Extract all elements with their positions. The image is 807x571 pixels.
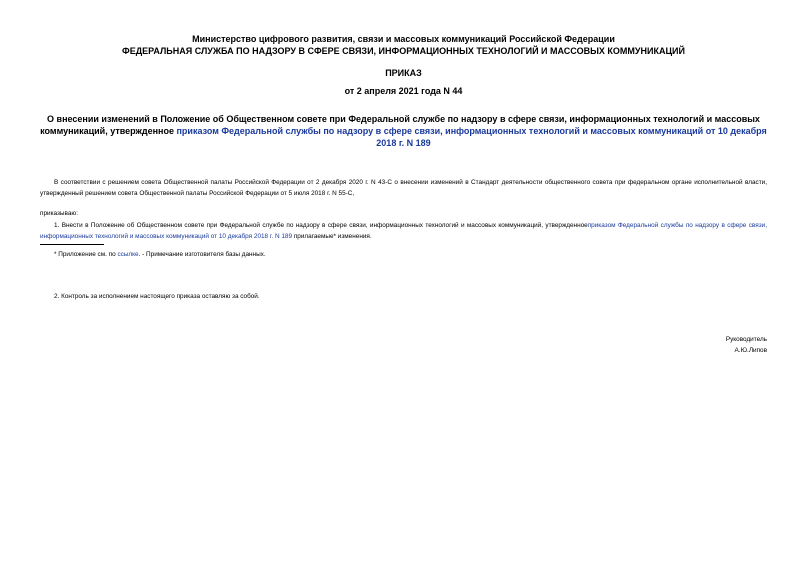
- footnote: [54, 249, 266, 260]
- basis-paragraph: В соответствии с решением совета Общественной палаты Российской Федерации от 2 декабря 2020 г. N 43-С о внесении изменений в Стандарт деятельности общественного совета при федеральном органе исполнительной власти, утвержденный решением совета Общественной палаты Российской Федерации от 5 июля 2018 г. N 55-С,: [40, 179, 767, 197]
- ordered-paragraph: приказываю:: [40, 210, 78, 217]
- item-1-order-link[interactable]: приказом Федеральной службы по надзору в сфере связи, информационных технологий и массовых коммуникаций от 10 декабря 2018 г. N 189: [40, 222, 767, 240]
- footnote-divider: [40, 244, 104, 245]
- ministry-name: Министерство цифрового развития, связи и массовых коммуникаций Российской Федерации: [192, 34, 615, 44]
- item-2-paragraph: 2. Контроль за исполнением настоящего приказа оставляю за собой.: [54, 293, 260, 300]
- item-1-text: 1. Внести в Положение об Общественном совете при Федеральной службе по надзору в сфере связи, информационных технологий и массовых коммуникаций, утвержденное: [54, 222, 588, 229]
- item-1-paragraph: [40, 220, 767, 242]
- footnote-suffix: . - Примечание изготовителя базы данных.: [138, 251, 266, 258]
- footnote-link[interactable]: ссылке: [117, 251, 139, 258]
- document-type: ПРИКАЗ: [385, 68, 422, 78]
- title-order-link[interactable]: приказом Федеральной службы по надзору в сфере связи, информационных технологий и массовых коммуникаций от 10 декабря 2018 г. N 189: [176, 126, 767, 148]
- service-name: ФЕДЕРАЛЬНАЯ СЛУЖБА ПО НАДЗОРУ В СФЕРЕ СВЯЗИ, ИНФОРМАЦИОННЫХ ТЕХНОЛОГИЙ И МАССОВЫХ КОММУНИКАЦИЙ: [122, 46, 685, 56]
- footnote-text: * Приложение см. по: [54, 251, 118, 258]
- document-date-number: от 2 апреля 2021 года N 44: [344, 86, 463, 96]
- signatory-role: Руководитель: [725, 336, 767, 343]
- item-1-suffix: прилагаемые* изменения.: [292, 233, 372, 240]
- signatory-name: А.Ю.Липов: [734, 347, 767, 354]
- title-text: О внесении изменений в Положение об Общественном совете при Федеральной службе по надзору в сфере связи, информационных технологий и массовых коммуникаций, утвержденное: [40, 114, 760, 136]
- document-title: [40, 113, 767, 149]
